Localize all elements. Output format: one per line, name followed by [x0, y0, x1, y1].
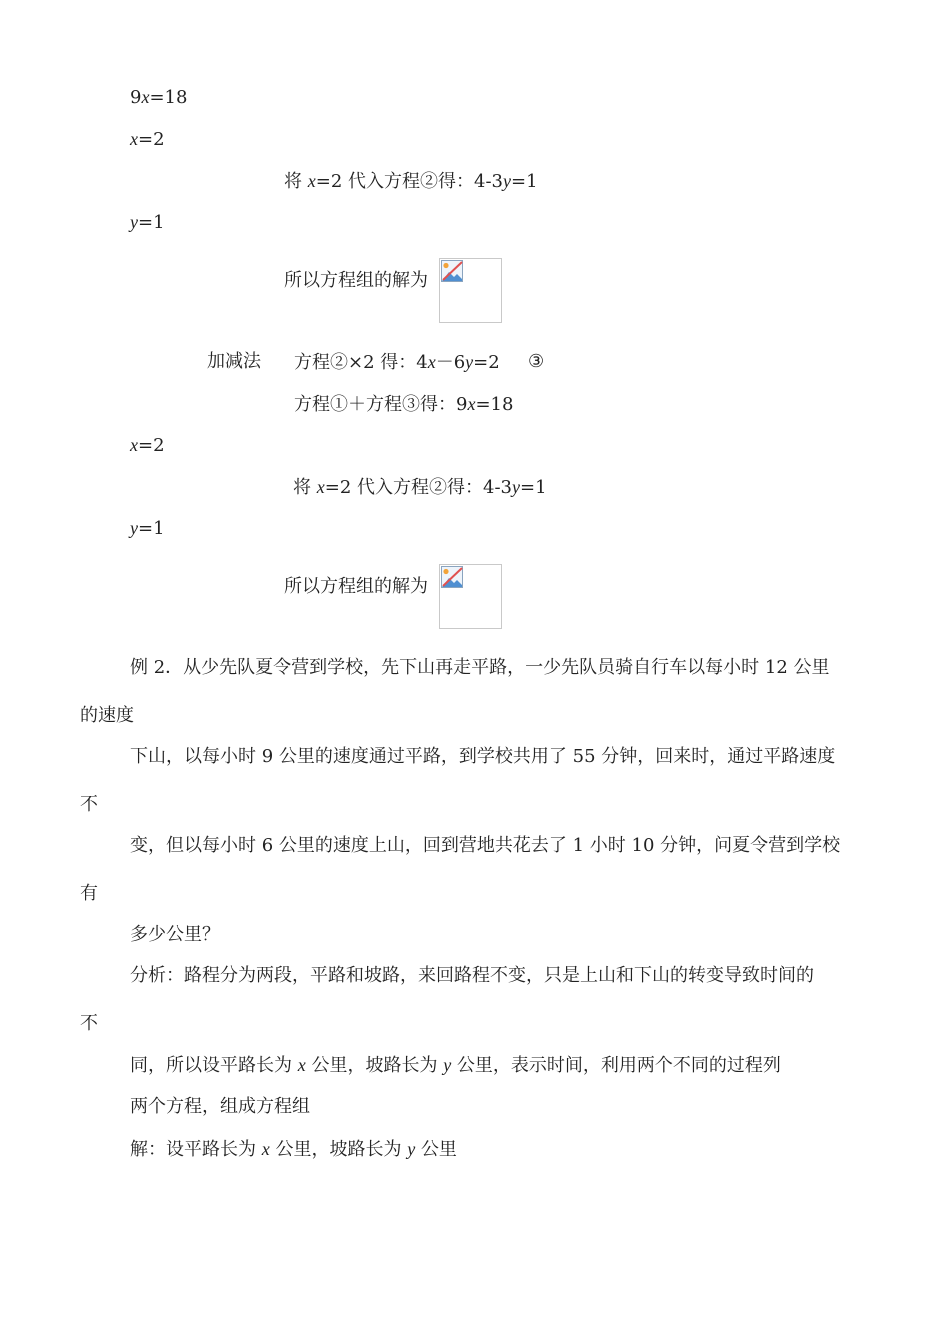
broken-image-icon [441, 566, 463, 588]
equation-line: 9x=18 [130, 87, 188, 108]
solution-label: 所以方程组的解为 [284, 576, 428, 597]
analysis-line: 不 [80, 1013, 98, 1034]
solution-image [439, 258, 502, 323]
broken-image-icon [441, 260, 463, 282]
substitution-line: 将 x=2 代入方程②得：4-3y=1 [293, 477, 547, 498]
equation-line: 方程①＋方程③得：9x=18 [294, 394, 514, 415]
paragraph-line: 的速度 [80, 705, 134, 726]
paragraph-line: 下山，以每小时 9 公里的速度通过平路，到学校共用了 55 分钟，回来时，通过平路速度 [130, 746, 836, 767]
paragraph-line: 多少公里？ [130, 924, 220, 945]
method-label: 加减法 [207, 351, 261, 372]
equation-line: y=1 [130, 212, 165, 233]
equation-number: ③ [528, 351, 545, 372]
paragraph-line: 变，但以每小时 6 公里的速度上山，回到营地共花去了 1 小时 10 分钟，问夏令营到学校 [130, 835, 841, 856]
paragraph-line: 不 [80, 794, 98, 815]
paragraph-line: 例 2．从少先队夏令营到学校，先下山再走平路，一少先队员骑自行车以每小时 12 公里 [130, 657, 830, 678]
paragraph-line: 有 [80, 883, 98, 904]
equation-line: x=2 [130, 435, 165, 456]
equation-line: x=2 [130, 129, 165, 150]
solution-image [439, 564, 502, 629]
analysis-line: 两个方程，组成方程组 [130, 1096, 310, 1117]
analysis-line: 分析：路程分为两段，平路和坡路，来回路程不变，只是上山和下山的转变导致时间的 [130, 965, 814, 986]
analysis-line: 同，所以设平路长为 x 公里，坡路长为 y 公里，表示时间，利用两个不同的过程列 [130, 1055, 781, 1076]
substitution-line: 将 x=2 代入方程②得：4-3y=1 [284, 171, 538, 192]
equation-line: y=1 [130, 518, 165, 539]
solution-label: 所以方程组的解为 [284, 270, 428, 291]
equation-line: 方程②×2 得：4x－6y=2 [294, 352, 500, 373]
solution-line: 解：设平路长为 x 公里，坡路长为 y 公里 [130, 1139, 457, 1160]
